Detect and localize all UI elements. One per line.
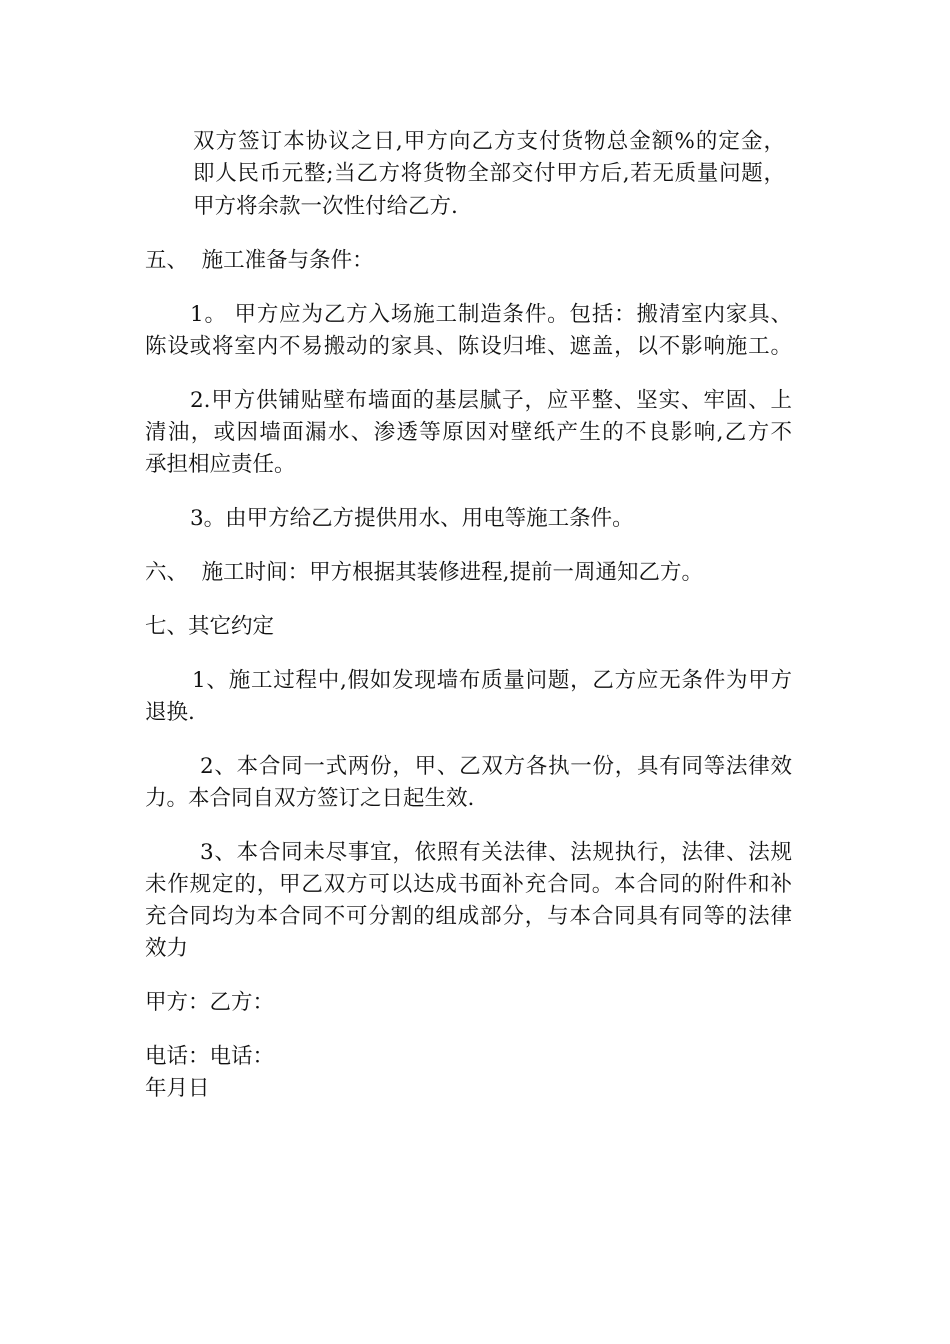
paragraph-line: 1。 甲方应为乙方入场施工制造条件。包括：搬清室内家具、 xyxy=(190,302,792,327)
section-5-item-3: 3。由甲方给乙方提供用水、用电等施工条件。 xyxy=(190,506,634,531)
paragraph-line: 1、施工过程中,假如发现墙布质量问题，乙方应无条件为甲方 xyxy=(192,668,792,693)
paragraph-line: 甲方将余款一次性付给乙方. xyxy=(193,194,458,219)
paragraph-line: 力。本合同自双方签订之日起生效. xyxy=(145,786,475,811)
paragraph-line: 未作规定的，甲乙双方可以达成书面补充合同。本合同的附件和补 xyxy=(145,872,792,897)
paragraph-line: 效力 xyxy=(145,936,189,961)
paragraph-line: 充合同均为本合同不可分割的组成部分，与本合同具有同等的法律 xyxy=(145,904,792,929)
section-heading: 七、其它约定 xyxy=(145,614,275,639)
paragraph-line: 退换. xyxy=(145,700,195,725)
phones-line: 电话：电话： xyxy=(145,1044,275,1069)
section-heading: 五、 施工准备与条件： xyxy=(145,248,374,273)
date-line: 年月日 xyxy=(145,1076,210,1101)
paragraph-line: 承担相应责任。 xyxy=(145,452,296,477)
paragraph-line: 2.甲方供铺贴壁布墙面的基层腻子，应平整、坚实、牢固、上 xyxy=(190,388,792,413)
paragraph-line: 双方签订本协议之日,甲方向乙方支付货物总金额%的定金， xyxy=(193,129,785,154)
paragraph-line: 清油，或因墙面漏水、渗透等原因对壁纸产生的不良影响,乙方不 xyxy=(145,420,792,445)
parties-line: 甲方：乙方： xyxy=(145,990,275,1015)
paragraph-line: 即人民币元整;当乙方将货物全部交付甲方后,若无质量问题， xyxy=(193,161,785,186)
paragraph-line: 2、本合同一式两份，甲、乙双方各执一份，具有同等法律效 xyxy=(200,754,792,779)
paragraph-line: 3、本合同未尽事宜，依照有关法律、法规执行，法律、法规 xyxy=(200,840,792,865)
paragraph-line: 陈设或将室内不易搬动的家具、陈设归堆、遮盖，以不影响施工。 xyxy=(145,334,792,359)
section-6-heading: 六、 施工时间：甲方根据其装修进程,提前一周通知乙方。 xyxy=(145,560,704,585)
